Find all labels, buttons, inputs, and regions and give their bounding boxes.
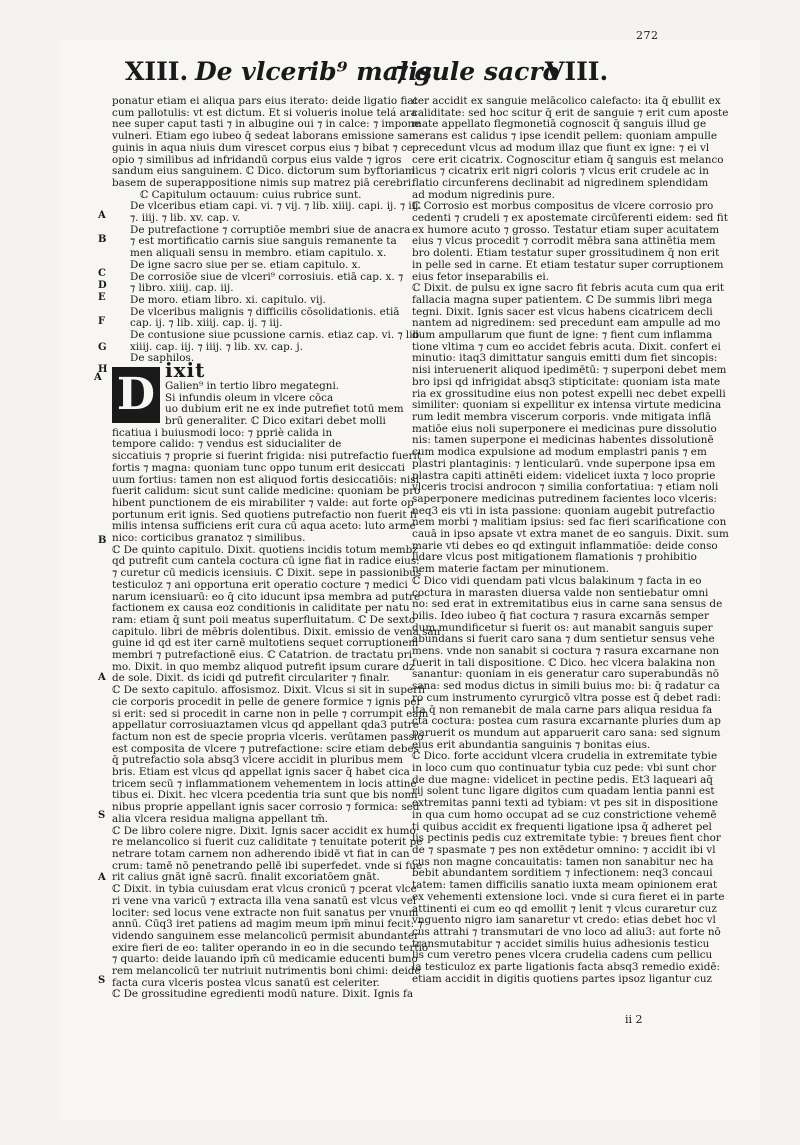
left-column-line: tricem secū ⁊ inflammationem vehementem in locis attine — [112, 777, 417, 790]
left-column-line: fortis ⁊ magna: quoniam tunc oppo tunum erit desiccati — [112, 461, 405, 474]
right-column-line: neq3 eis vti in ista passione: quoniam augebit putrefactio — [412, 504, 715, 517]
left-column-line: men aliquali sensu in membro. etiam capitulo. x. — [130, 247, 387, 260]
left-column-line: uum fortius: tamen non est aliquod fortis desiccatiōis: nisi — [112, 473, 419, 486]
right-column-line: attinenti ei cum eo qd emollit ⁊ lenit ⁊ vlcus curaretur cuz — [412, 902, 717, 915]
left-column-line: ⁊ libro. xiiij. cap. iij. — [130, 282, 234, 295]
margin-letter: S — [98, 810, 106, 821]
left-column-line: De contusione siue pcussione carnis. etiaz cap. vi. ⁊ lib. — [130, 329, 423, 342]
right-column-line: lidare vlcus post mitigationem flamationis ⁊ prohibitio — [412, 551, 697, 564]
left-column-line: lociter: sed locus vene extracte non fuit sanatus per vnum — [112, 906, 419, 919]
margin-letter: E — [98, 292, 106, 303]
right-column-line: in qua cum homo occupat ad se cuz constrictione vehemē — [412, 808, 717, 821]
left-column-line: De moro. etiam libro. xi. capitulo. vij. — [130, 293, 326, 306]
right-column-line: plastri plantaginis: ⁊ lenticularū. vnde superpone ipsa em — [412, 457, 716, 470]
left-column-line: De putrefactione ⁊ corruptiōe membri siue de anacra — [130, 223, 411, 236]
left-column-line: ℂ De grossitudine egredienti modū nature. Dixit. Ignis fa — [112, 988, 414, 1001]
drop-cap-letter: D — [112, 367, 160, 423]
left-column-line: basem de superappositione nimis sup matrez piā cerebri. — [112, 176, 415, 189]
left-column-line: ⁊. iiij. ⁊ lib. xv. cap. v. — [130, 212, 241, 225]
right-column-line: cus attrahi ⁊ transmutari de vno loco ad aliu3: aut forte nō — [412, 925, 721, 938]
left-column-line: facta cura vlceris postea vlcus sanatū est celeriter. — [112, 976, 380, 989]
running-head-folio-left: XIII. — [125, 57, 189, 86]
left-column-line: q̄ putrefactio sola absq3 vlcere accidit in pluribus mem — [112, 754, 403, 767]
right-column-line: cum modica expulsione ad modum emplastri panis ⁊ em — [412, 446, 707, 459]
right-column-line: flatio circunferens declinabit ad nigredinem splendidam — [412, 176, 709, 189]
right-column-line: nem morbi ⁊ malitiam ipsius: sed fac fieri scarificatione con — [412, 516, 727, 529]
right-column-line: vlceris trocisi androcon ⁊ similia confortatiua: ⁊ etiam noli — [412, 481, 719, 494]
left-column-line: rit calius gnāt ignē sacrū. finalit excoriatōem gnāt. — [112, 871, 380, 884]
running-head-folio-right: VIII. — [545, 57, 609, 86]
left-column-line: narum icensiuarū: eo q̄ cito iducunt ipsa membra ad putre — [112, 590, 421, 603]
right-column-line: mens. vnde non sanabit si coctura ⁊ rasura excarnane non — [412, 645, 720, 658]
signature-mark: ii 2 — [625, 1013, 643, 1026]
margin-letter: A — [98, 672, 106, 683]
left-column-line: est composita de vlcere ⁊ putrefactione: scire etiam debes — [112, 742, 419, 755]
right-column-line: precedunt vlcus ad modum illaz que fiunt ex igne: ⁊ ei vl — [412, 141, 710, 154]
right-column-line: plastra capiti attinēti eidem: videlicet iuxta ⁊ loco proprie — [412, 469, 716, 482]
drop-cap-line: tempore calido: ⁊ vendus est siducialiter de — [112, 438, 342, 451]
right-column-line: abundans si fuerit caro sana ⁊ dum sentietur sensus vehe — [412, 633, 715, 646]
left-column-line: appellatur corrosiuaztamen vlcus qd appellant qda3 putre — [112, 719, 419, 732]
left-column-line: factum non est de specie propria vlceris. verūtamen passio — [112, 730, 424, 743]
right-column-line: similiter: quoniam si expellitur ex intensa virtute medicina — [412, 399, 722, 412]
left-column-line: mo. Dixit. in quo membz aliquod putrefit ipsum curare dz — [112, 660, 415, 673]
margin-letter: B — [98, 234, 107, 245]
right-column-line: cere erit cicatrix. Cognoscitur etiam q̄ sanguis est melanco — [412, 153, 724, 166]
left-column-line: annū. Cūq3 iret patiens ad magim meum ipm̄ minui fecit: ⁊ — [112, 918, 423, 931]
right-column-line: mate appellato flegmonetiā cognoscit q̄ sanguis illud ge — [412, 118, 707, 131]
right-column-line: ria ex grossitudine eius non potest expelli nec debet expelli — [412, 387, 726, 400]
drop-cap-line: ficatiua i buiusmodi loco: ⁊ ppriè calida in — [112, 426, 333, 439]
left-column-line: ℂ De libro colere nigre. Dixit. Ignis sacer accidit ex humo — [112, 824, 416, 837]
left-column-line: ram: etiam q̄ sunt poii meatus superfluitatum. ℂ De sexto — [112, 613, 416, 626]
right-column-line: ℂ Dico. forte accidunt vlcera crudelia in extremitate tybie — [412, 750, 718, 763]
right-column-line: matiōe eius noli superponere ei medicinas pure dissolutio — [412, 422, 717, 435]
drop-cap-line: brū generaliter. ℂ Dico exitari debet molli — [165, 414, 386, 427]
left-column-line: De saphilos. — [130, 352, 195, 365]
right-column-line: la testiculoz ex parte ligationis facta absq3 remedio exidē: — [412, 961, 721, 974]
running-head-title-right: ⁊ gule sacro — [393, 57, 560, 86]
left-column-line: De vlceribus malignis ⁊ difficilis cōsolidationis. etiā — [130, 305, 400, 318]
right-column-line: ad modum nigredinis pure. — [412, 188, 555, 201]
right-column-line: marie vti debes eo qd extinguit inflammatiōe: deide conso — [412, 539, 718, 552]
right-column-line: ti quibus accidit ex frequenti ligatione ipsa q̄ adheret pel — [412, 820, 712, 833]
right-column-line: tatem: tamen difficilis sanatio iuxta meam opinionem erat — [412, 879, 718, 892]
left-column-line: netrare totam carnem non adherendo ibidē vt fiat in can — [112, 848, 410, 860]
left-column-line: xiiij. cap. iij. ⁊ iiij. ⁊ lib. xv. cap. j. — [130, 340, 303, 353]
right-column-line: ℂ Dixit. de pulsu ex igne sacro fit febris acuta cum qua erit — [412, 282, 725, 295]
left-column-line: tibus ei. Dixit. hec vlcera pcedentia tria sunt que bis nomi — [112, 789, 418, 802]
right-column-line: de due magne: videlicet in pectine pedis. Et3 laqueari aq̄ — [412, 773, 713, 786]
left-column-line: sandum eius sanguinem. ℂ Dico. dictorum sum byftoriam — [112, 165, 415, 178]
right-column-line: caliditate: sed hoc scitur q̄ erit de sanguie ⁊ erit cum aposte — [412, 106, 729, 119]
left-column-line: ponatur etiam ei aliqua pars eius iterato: deide ligatio fiat — [112, 95, 418, 107]
left-column-line: de sole. Dixit. ds icidi qd putrefit circulariter ⁊ finalr. — [112, 672, 390, 685]
left-column-line: ⁊ curetur cū medicis icensiuis. ℂ Dixit. sepe in passionibus — [112, 567, 422, 580]
left-column-line: portunum erit ignis. Sed quotiens putrefactio non fuerit fi — [112, 508, 417, 521]
right-column-line: cedenti ⁊ crudeli ⁊ ex apostemate circūferenti eidem: sed fit — [412, 212, 728, 225]
right-column-line: sanantur: quoniam in eis generatur caro superabundās nō — [412, 668, 720, 681]
right-column-line: cer accidit ex sanguie melācolico calefacto: ita q̄ ebullit ex — [412, 95, 721, 107]
margin-letter: D — [98, 280, 107, 291]
left-column-line: videndo sanguinem esse melancolicū permisit abundanter — [112, 929, 419, 942]
left-column-line: crum: tamē nō penetrando pellē ibi superfedet. vnde si fue — [112, 859, 423, 872]
left-column — [112, 95, 441, 1001]
right-column-line: eius ⁊ vlcus procedit ⁊ corrodit mēbra sana attinētia mem — [412, 235, 716, 248]
margin-letter: F — [98, 316, 106, 327]
right-column-line: rum ledit membra viscerum corporis. vnde mitigata inflā — [412, 410, 712, 423]
right-column-line: bebit abundantem sorditiem ⁊ infectionem: neq3 concaui — [412, 867, 713, 880]
drop-cap-word: ixit — [165, 358, 206, 383]
left-column-line: vulneri. Etiam ego iubeo q̄ sedeat laborans emissione san — [112, 130, 416, 143]
right-column-line: paruerit os mundum aut apparuerit caro sana: sed signum — [412, 726, 721, 739]
margin-letter: S — [98, 975, 106, 986]
right-column-line: eius fetor inseparabilis ei. — [412, 270, 550, 283]
right-column-line: vnguento nigro iam sanaretur vt credo: etias debet hoc vl — [412, 914, 716, 927]
right-column-line: in pelle sed in carne. Et etiam testatur super corruptionem — [412, 258, 724, 271]
left-column-line: qd putrefit cum cantela coctura cū igne fiat in radice eius: — [112, 555, 420, 568]
left-column-line: exire fieri de eo: taliter operando in eo in die secundo tertio — [112, 941, 429, 954]
margin-letter: G — [98, 342, 107, 353]
right-column-line: etiam accidit in digitis quotiens partes ipsoz ligantur cuz — [412, 972, 713, 985]
left-column-line: nico: corticibus granatoz ⁊ similibus. — [112, 532, 306, 545]
right-column-line: ro cum instrumento cyrurgicō vltra posse est q̄ debet radi: — [412, 691, 721, 704]
left-column-line: alia vlcera residua maligna appellant tm̄. — [112, 812, 329, 825]
right-column-line: cta coctura: postea cum rasura excarnante pluries dum ap — [412, 715, 721, 728]
right-column-line: coctura in marasten diuersa valde non sentiebatur omni — [412, 586, 709, 599]
right-column-line: lis cum veretro penes vlcera crudelia cadens cum pellicu — [412, 949, 713, 962]
right-column-line: ex vehementi extensione loci. vnde si cura fieret ei in parte — [412, 890, 725, 903]
margin-letter: A — [94, 372, 102, 383]
left-column-line: ri vene vna varicū ⁊ extracta illa vena sanatū est vlcus vel — [112, 894, 417, 907]
right-column-line: ita q̄ non remanebit de mala carne pars aliqua residua fa — [412, 703, 713, 716]
right-column-line: ex humore acuto ⁊ grosso. Testatur etiam super acuitatem — [412, 223, 720, 236]
right-column-line: extremitas panni texti ad tybiam: vt pes sit in dispositione — [412, 797, 719, 810]
right-column-line: nerans est calidus ⁊ ipse icendit pellem: quoniam ampulle — [412, 130, 717, 143]
left-column-line: opio ⁊ similibus ad infridandū corpus eius valde ⁊ igros — [112, 153, 402, 166]
left-column-line: rem melancolicū ter nutriuit nutrimentis boni chimi: deide — [112, 965, 421, 978]
right-column-line: in loco cum quo continuatur tybia cuz pede: vbi sunt chor — [412, 762, 717, 775]
right-column-line: saperponere medicinas putredinem facientes loco vlceris: — [412, 492, 717, 505]
left-column-line: siccatiuis ⁊ proprie si fuerint frigida: nisi putrefactio fuerit — [112, 450, 421, 463]
right-column-line: transmutabitur ⁊ accidet similis huius adhesionis testicu — [412, 937, 710, 950]
left-column-line: guinis in aqua niuis dum virescet corpus eius ⁊ bibat ⁊ ce — [112, 141, 413, 154]
left-column-line: cie corporis procedit in pelle de genere formice ⁊ ignis per — [112, 695, 422, 708]
running-head-title-left: De vlcerib⁹ malis — [195, 57, 432, 86]
drop-cap-line: Galien⁹ in tertio libro megategni. — [165, 379, 340, 392]
right-column-line: tegni. Dixit. Ignis sacer est vlcus habens cicatricem decli — [412, 305, 713, 318]
right-column-line: de ⁊ spasmate ⁊ pes non extēdetur omnino: ⁊ accidit ibi vl — [412, 844, 716, 856]
margin-letter: A — [98, 210, 106, 221]
left-column-line: capitulo. libri de mēbris dolentibus. Dixit. emissio de vena san — [112, 625, 441, 638]
right-column-line: nisi interuenerit aliquod ipedimētū: ⁊ superponi debet mem — [412, 364, 727, 377]
drop-cap-line: Si infundis oleum in vlcere cōca — [165, 391, 334, 404]
right-column-line: tione vltima ⁊ cum eo accidet febris acuta. Dixit. confert ei — [412, 340, 721, 353]
left-column-line: ℂ De quinto capitulo. Dixit. quotiens incidis totum membz — [112, 543, 418, 556]
margin-letter: B — [98, 535, 107, 546]
left-column-line: cum pallotulis: vt est dictum. Et si volueris inolue telá ara — [112, 106, 417, 119]
right-column-line: cauā in ipso apsate vt extra manet de eo sanguis. Dixit. sum — [412, 528, 729, 541]
right-column — [412, 95, 729, 985]
left-column-line: De igne sacro siue per se. etiam capitulo. x. — [130, 258, 361, 271]
left-column-line: milis intensa sufficiens erit cura cū aqua aceto: luto arme — [112, 520, 416, 533]
left-column-line: cap. ij. ⁊ lib. xiiij. cap. ij. ⁊ iij. — [130, 317, 283, 330]
right-column-line: bro dolenti. Etiam testatur super grossitudinem q̄ non erit — [412, 247, 720, 260]
left-column-line: ⁊ est mortificatio carnis siue sanguis remanente ta — [130, 235, 397, 248]
left-column-line: fuerit calidum: sicut sunt calide medicine: quoniam be pro — [112, 485, 421, 498]
left-column-line: nee super caput tasti ⁊ in albugine oui ⁊ in calce: ⁊ impone — [112, 118, 421, 131]
left-column-line: re melancolico si fuerit cuz caliditate ⁊ tenuitate poterit pe — [112, 836, 423, 849]
right-column-line: dum mundificetur si fuerit os: aut manabit sanguis super — [412, 621, 713, 634]
right-column-line: bro ipsi qd infrigidat absq3 stipticitate: quoniam ista mate — [412, 375, 721, 388]
right-column-line: fuerit in tali dispositione. ℂ Dico. hec vlcera balakina non — [412, 656, 716, 669]
margin-letter: H — [98, 364, 108, 375]
right-column-line: bilis. Ideo iubeo q̄ fiat coctura ⁊ rasura excarnās semper — [412, 609, 709, 622]
right-column-line: eius erit abundantia sanguinis ⁊ bonitas eius. — [412, 738, 651, 751]
margin-letter: C — [98, 268, 106, 279]
right-column-line: fallacia magna super patientem. ℂ De summis libri mega — [412, 293, 713, 306]
right-column-line: cus non magne concauitatis: tamen non sanabitur nec ha — [412, 855, 714, 868]
left-column-line: ℂ Capitulum octauum: cuius rubrice sunt. — [140, 188, 362, 201]
left-column-line: membri ⁊ putrefactionē eius. ℂ Catatrion. de tractatu pri — [112, 649, 412, 662]
left-column-line: si erit: sed si procedit in carne non in pelle ⁊ corrumpit eam — [112, 707, 429, 720]
right-column-line: nantem ad nigredinem: sed precedunt eam ampulle ad mo — [412, 317, 721, 330]
right-column-line: no: sed erat in extremitatibus eius in carne sana sensus de — [412, 598, 723, 611]
right-column-line: ℂ Dico vidi quendam pati vlcus balakinum ⁊ facta in eo — [412, 574, 702, 587]
right-column-line: minutio: itaq3 dimittatur sanguis emitti dum fiet sincopis: — [412, 352, 718, 365]
right-column-line: licus ⁊ cicatrix erit nigri coloris ⁊ vlcus erit crudele ac in — [412, 165, 709, 178]
left-column-line: ℂ Dixit. in tybia cuiusdam erat vlcus cronicū ⁊ pcerat vlce — [112, 883, 417, 896]
left-column-line: testiculoz ⁊ ani opportuna erit operatio cocture ⁊ medici — [112, 578, 408, 591]
left-column-line: bris. Etiam est vlcus qd appellat ignis sacer q̄ habet cica — [112, 766, 410, 779]
right-column-line: nis: tamen superpone ei medicinas habentes dissolutionē — [412, 434, 714, 447]
left-column-line: factionem ex causa eoz conditionis in caliditate per natu — [112, 602, 410, 615]
right-column-line: dum ampullarum que fiunt de igne: ⁊ fient cum inflamma — [412, 329, 713, 342]
drop-cap-line: uo dubium erit ne ex inde putrefiet totū mem — [165, 403, 404, 416]
left-column-line: ⁊ quarto: deide lauando ipm̄ cū medicamie educenti bumo — [112, 953, 418, 966]
left-column-line: nibus proprie appellant ignis sacer corrosio ⁊ formica: sed — [112, 801, 420, 814]
page-number: 272 — [636, 29, 659, 42]
right-column-line: ℂ Corrosio est morbus compositus de vlcere corrosio pro — [412, 200, 714, 213]
left-column-line: guine id qd est iter carnē multotiens sequet corruptionem — [112, 637, 419, 650]
right-column-line: rij solent tunc ligare digitos cum quadam lentia panni est — [412, 785, 715, 798]
left-column-line: ℂ De sexto capitulo. affosismoz. Dixit. Vlcus si sit in superfi — [112, 684, 426, 697]
left-column-line: De corrosiōe siue de vlceri⁹ corrosiuis. etiā cap. x. ⁊ — [130, 270, 404, 283]
right-column-line: nem materie factam per minutionem. — [412, 563, 609, 576]
left-column-line: De vlceribus etiam capi. vi. ⁊ vij. ⁊ lib. xiiij. capi. ij. ⁊ iij. — [130, 200, 422, 213]
left-column-line: hibent punctionem de eis mirabiliter ⁊ valde: aut forte op — [112, 496, 414, 509]
right-column-line: lis pectinis pedis cuz extremitate tybie: ⁊ breues fient chor — [412, 832, 721, 845]
margin-letter: A — [98, 872, 106, 883]
right-column-line: sana: sed modus dictus in simili buius mo: bi: q̄ radatur ca — [412, 680, 720, 693]
